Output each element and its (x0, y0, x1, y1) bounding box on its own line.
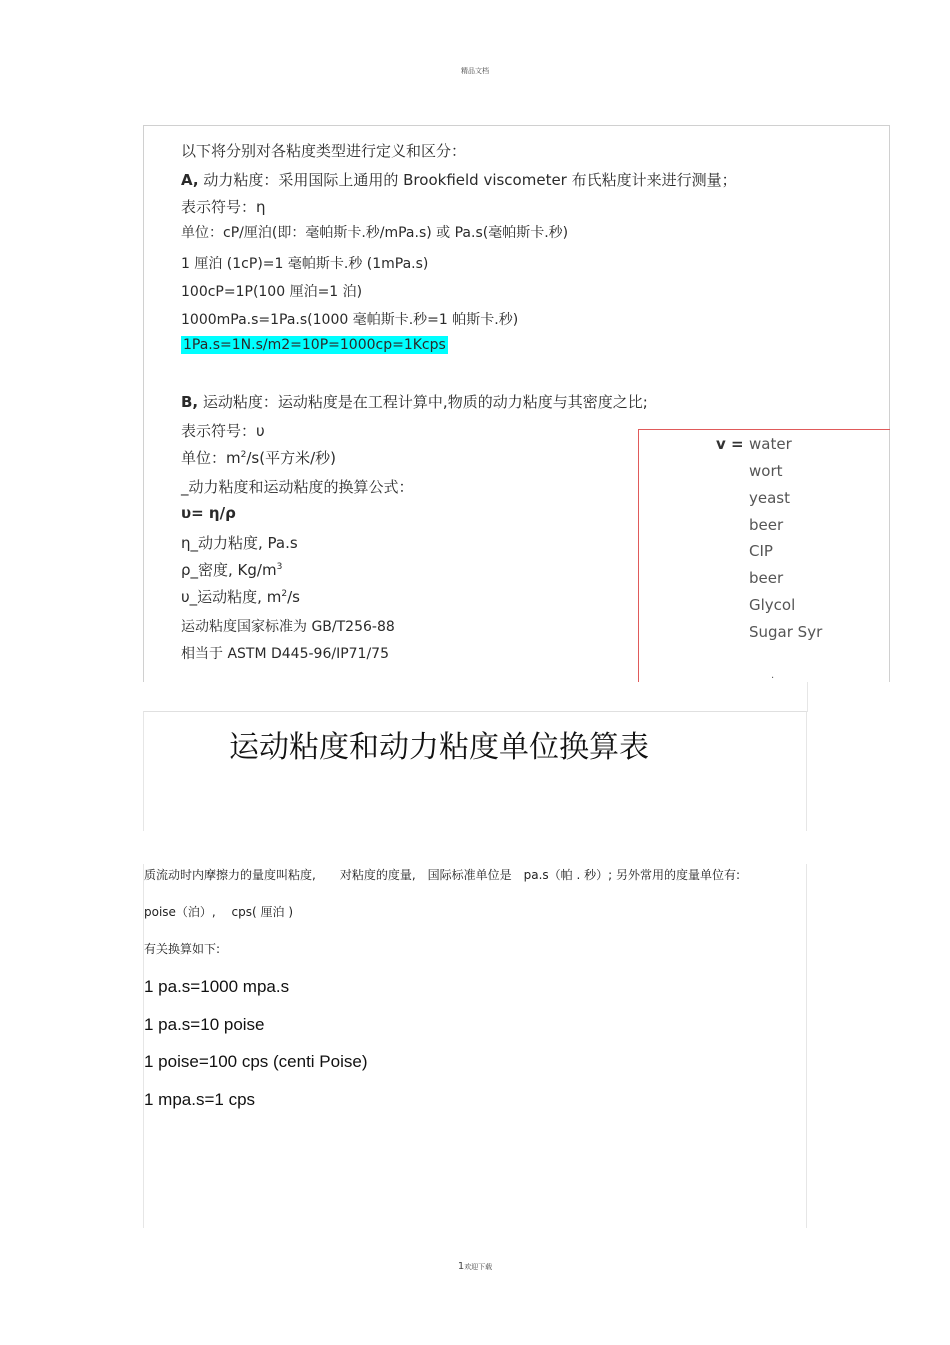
section-b-text: 运动粘度：运动粘度是在工程计算中,物质的动力粘度与其密度之比; (202, 393, 648, 411)
section-a-text: 动力粘度：采用国际上通用的 Brookfield viscometer 布氏粘度计来进行测量； (203, 171, 737, 189)
page-title: 运动粘度和动力粘度单位换算表 (229, 730, 649, 765)
body-section (143, 864, 807, 1228)
fluid-item: Sugar Syr (749, 623, 823, 641)
fluid-item: yeast (749, 489, 790, 507)
fluid-list-panel (638, 429, 890, 682)
divider (807, 682, 808, 712)
section-a-eq3: 1000mPa.s=1Pa.s(1000 毫帕斯卡.秒=1 帕斯卡.秒) (181, 312, 519, 328)
national-standard: 运动粘度国家标准为 GB/T256-88 (181, 619, 395, 635)
title-section (143, 711, 807, 831)
fluid-item: beer (749, 569, 784, 587)
nu-sup: 2 (281, 589, 288, 599)
rho-pre: ρ_密度, Kg/m (181, 561, 277, 579)
section-a-unit: 单位：cP/厘泊(即：毫帕斯卡.秒/mPa.s) 或 Pa.s(毫帕斯卡.秒) (181, 225, 569, 241)
unit-post: /s(平方米/秒) (246, 449, 336, 467)
section-b-unit (181, 447, 336, 468)
fluid-item: CIP (749, 542, 773, 560)
conversion-line: 1 mpa.s=1 cps (144, 1090, 256, 1109)
section-b-prefix: B, (181, 393, 199, 411)
formula-title: _动力粘度和运动粘度的换算公式： (181, 478, 414, 496)
highlighted-equation: 1Pa.s=1N.s/m2=10P=1000cp=1Kcps (183, 337, 446, 353)
fluid-item: water (749, 435, 792, 453)
page-header-label: 精品文档 (461, 67, 489, 75)
rho-definition (181, 559, 282, 580)
conversion-line: 1 pa.s=1000 mpa.s (144, 977, 290, 996)
conversion-line: 1 poise=100 cps (centi Poise) (144, 1052, 368, 1071)
section-a-eq1: 1 厘泊 (1cP)=1 毫帕斯卡.秒 (1mPa.s) (181, 256, 429, 272)
nu-label: v = (716, 435, 744, 453)
fluid-item: beer (749, 516, 784, 534)
nu-post: /s (287, 588, 300, 606)
unit-sup: 2 (240, 450, 247, 460)
section-a-prefix: A, (181, 171, 199, 189)
intro-line: 以下将分别对各粘度类型进行定义和区分： (181, 142, 467, 160)
unit-pre: 单位：m (181, 449, 241, 467)
paragraph-units: poise（泊）, cps( 厘泊 ) (144, 905, 294, 919)
formula: υ= η/ρ (181, 504, 236, 522)
conversion-line: 1 pa.s=10 poise (144, 1015, 265, 1034)
section-a-heading (181, 169, 737, 190)
rho-sup: 3 (276, 562, 283, 572)
fluid-item: wort (749, 462, 783, 480)
section-a-symbol: 表示符号：η (181, 198, 266, 216)
section-b-heading (181, 391, 648, 412)
page-number: 1 (457, 1261, 465, 1272)
fluid-item: Glycol (749, 596, 796, 614)
section-a-eq4 (181, 337, 448, 353)
eta-definition: η_动力粘度, Pa.s (181, 534, 298, 552)
nu-definition (181, 586, 300, 607)
section-b-symbol: 表示符号：υ (181, 422, 265, 440)
astm-equivalent: 相当于 ASTM D445-96/IP71/75 (181, 646, 389, 662)
footer-label: 欢迎下载 (464, 1263, 493, 1271)
nu-pre: υ_运动粘度, m (181, 588, 282, 606)
paragraph-conversions-intro: 有关换算如下: (144, 942, 221, 956)
page-footer (0, 1261, 950, 1272)
paragraph-definition: 质流动时内摩擦力的量度叫粘度, 对粘度的度量, 国际标准单位是 pa.s（帕 . 秒）; 另外常用的度量单位有: (144, 868, 741, 882)
section-a-eq2: 100cP=1P(100 厘泊=1 泊) (181, 284, 363, 300)
trailing-dot: . (771, 670, 775, 681)
